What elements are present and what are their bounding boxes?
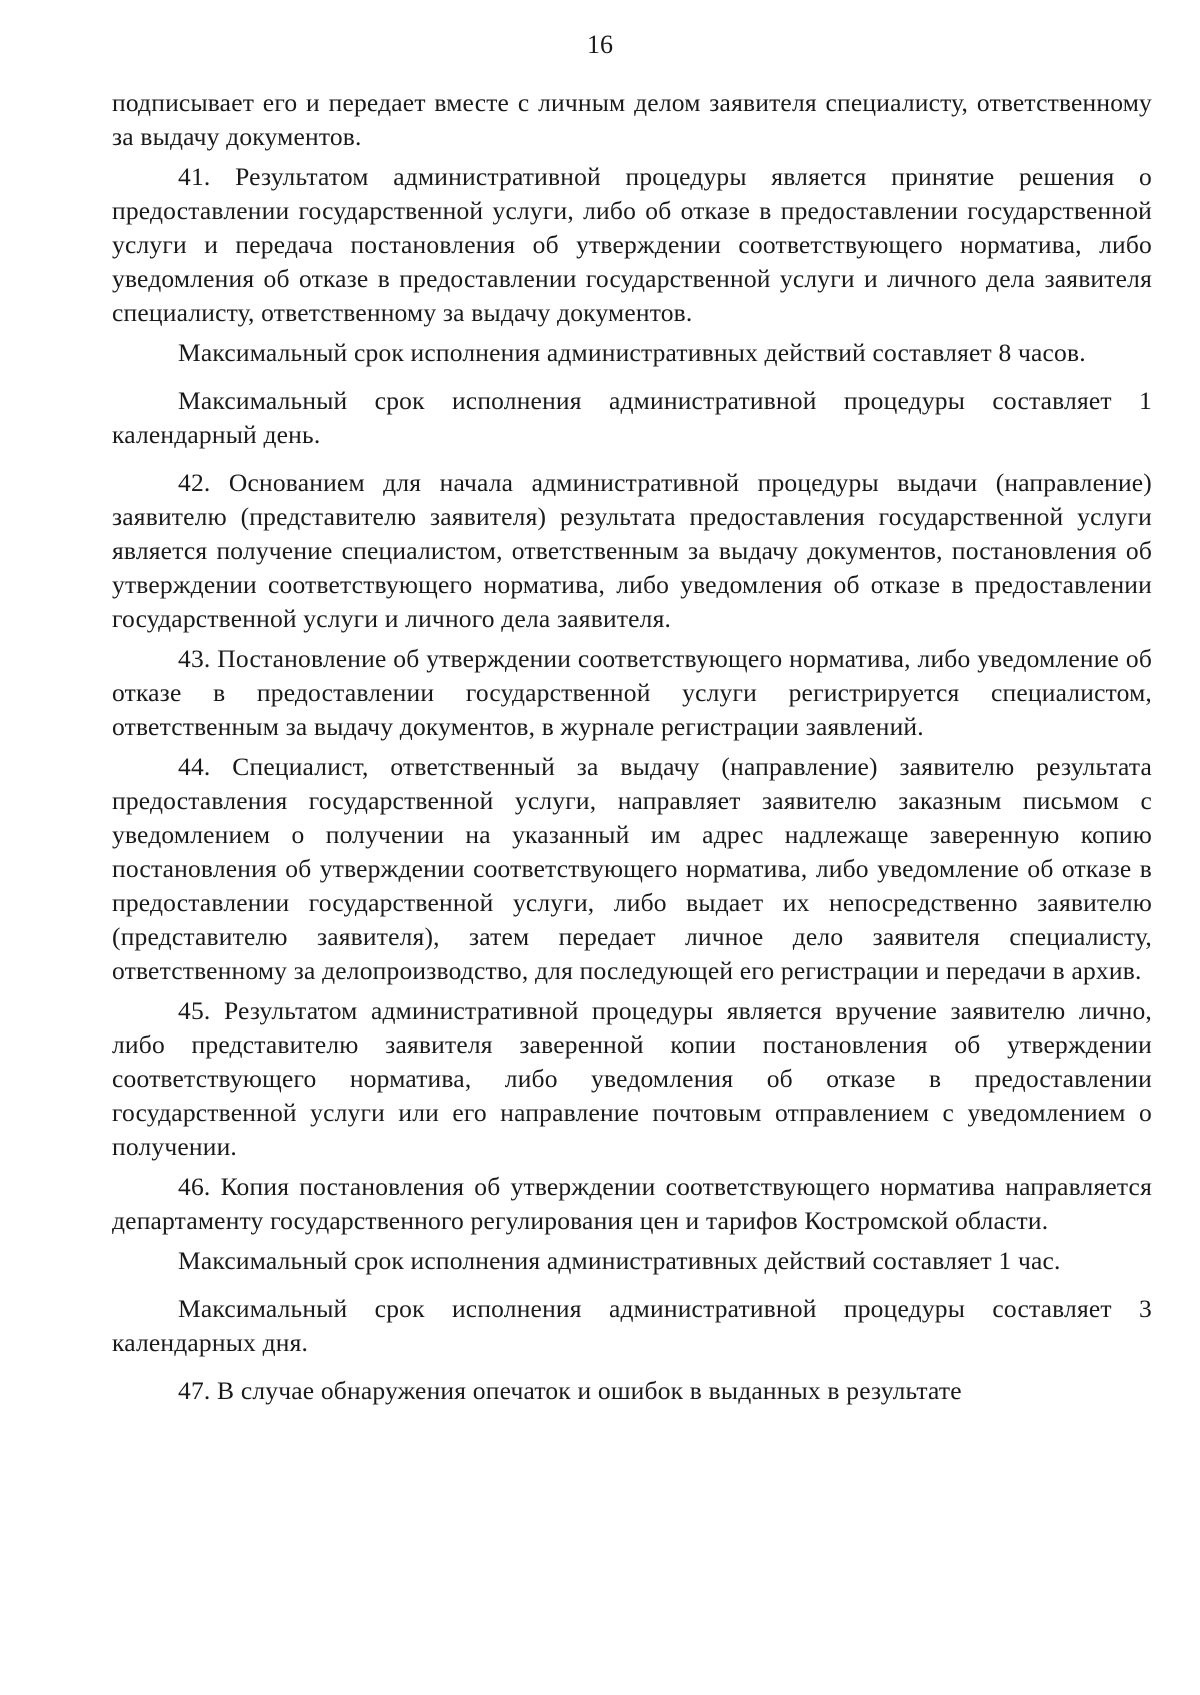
paragraph-continuation: подписывает его и передает вместе с личным делом заявителя специалисту, ответственному за выдачу документов. <box>112 88 1152 151</box>
paragraph-42: 42. Основанием для начала административной процедуры выдачи (направление) заявителю (представителю заявителя) результата предоставления государственной услуги является получение специалистом, ответственным за выдачу документов, постановления об утверждении соответствующего норматива, либо уведомления об отказе в предоставлении государственной услуги и личного дела заявителя. <box>112 468 1152 633</box>
paragraph-44: 44. Специалист, ответственный за выдачу (направление) заявителю результата предоставления государственной услуги, направляет заявителю заказным письмом с уведомлением о получении на указанный им адрес надлежаще заверенную копию постановления об утверждении соответствующего норматива, либо уведомление об отказе в предоставлении государственной услуги, либо выдает их непосредственно заявителю (представителю заявителя), затем передает личное дело заявителя специалисту, ответственному за делопроизводство, для последующей его регистрации и передачи в архив. <box>112 752 1152 985</box>
page-number: 16 <box>587 30 613 59</box>
paragraph-max-actions-time: Максимальный срок исполнения административных действий составляет 8 часов. <box>178 338 1086 367</box>
paragraph-45: 45. Результатом административной процедуры является вручение заявителю лично, либо представителю заявителя заверенной копии постановления об утверждении соответствующего норматива, либо уведомления об отказе в предоставлении государственной услуги или его направление почтовым отправлением с уведомлением о получении. <box>112 996 1152 1161</box>
paragraph-43: 43. Постановление об утверждении соответствующего норматива, либо уведомление об отказе в предоставлении государственной услуги регистрируется специалистом, ответственным за выдачу документов, в журнале регистрации заявлений. <box>112 644 1152 741</box>
paragraph-46: 46. Копия постановления об утверждении соответствующего норматива направляется департаменту государственного регулирования цен и тарифов Костромской области. <box>112 1172 1152 1235</box>
paragraph-max-actions-time-2: Максимальный срок исполнения административных действий составляет 1 час. <box>178 1246 1061 1275</box>
document-body <box>112 86 1152 1414</box>
paragraph-41: 41. Результатом административной процедуры является принятие решения о предоставлении государственной услуги, либо об отказе в предоставлении государственной услуги и передача постановления об утверждении соответствующего норматива, либо уведомления об отказе в предоставлении государственной услуги и личного дела заявителя специалисту, ответственному за выдачу документов. <box>112 162 1152 327</box>
paragraph-max-procedure-time-2: Максимальный срок исполнения административной процедуры составляет 3 календарных дня. <box>112 1294 1152 1357</box>
paragraph-47: 47. В случае обнаружения опечаток и ошибок в выданных в результате <box>178 1376 962 1405</box>
paragraph-max-procedure-time: Максимальный срок исполнения административной процедуры составляет 1 календарный день. <box>112 386 1152 449</box>
